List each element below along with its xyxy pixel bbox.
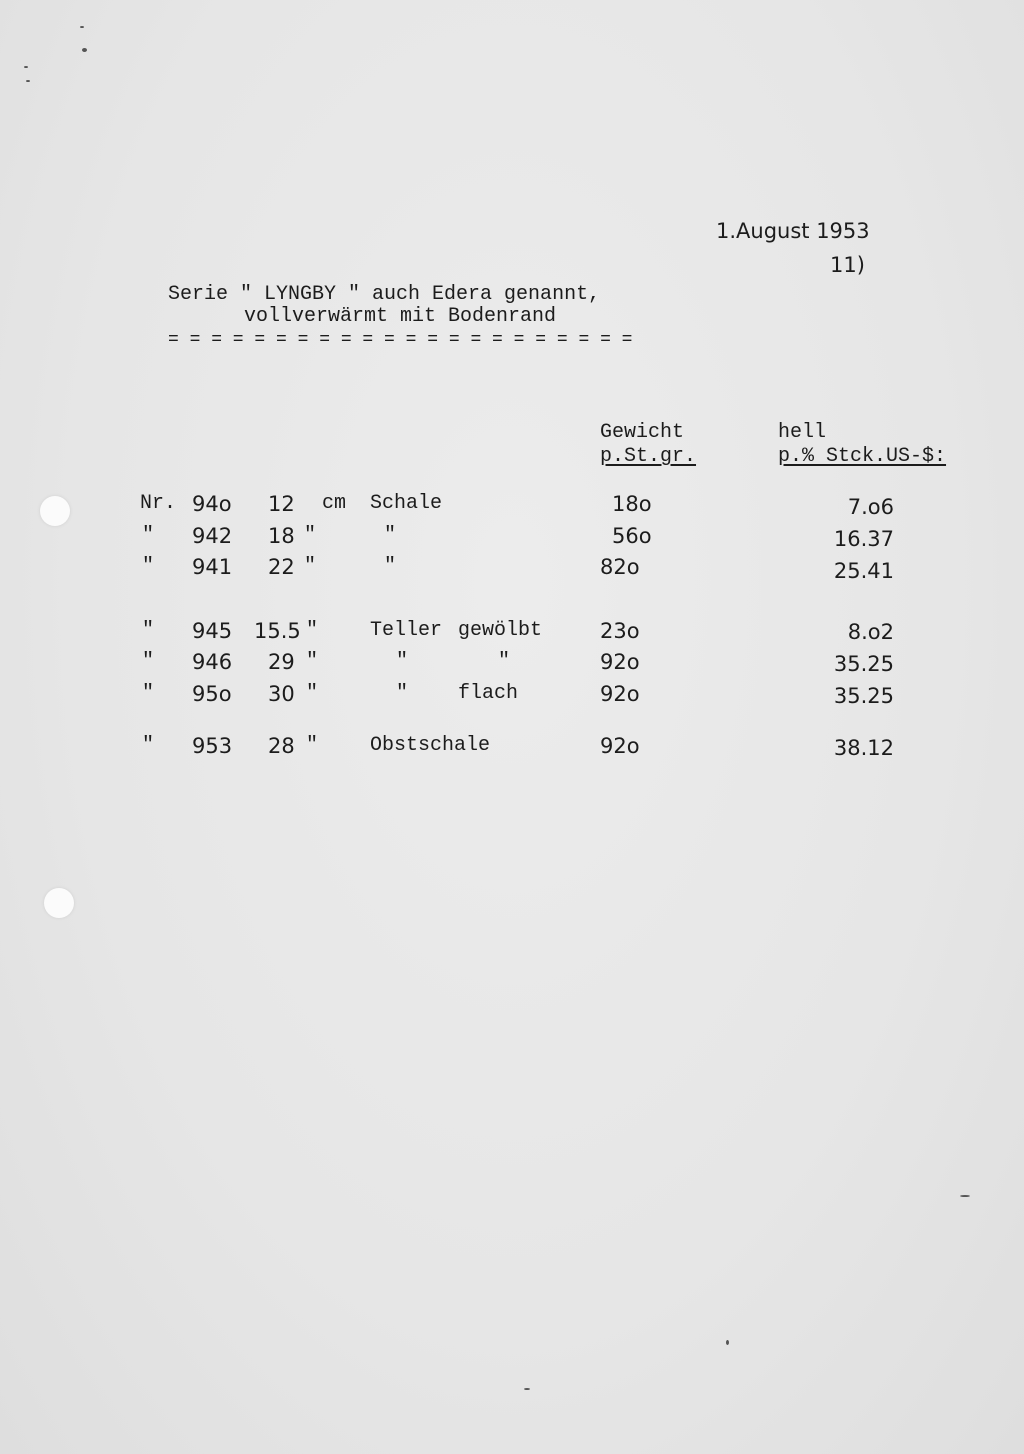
row-description: " (384, 524, 397, 547)
row-size-unit: " (306, 650, 319, 673)
row-size: 30 (268, 682, 295, 706)
row-size-unit: " (304, 524, 317, 547)
page-number: 11) (830, 253, 865, 277)
row-size-unit: " (304, 555, 317, 578)
row-size: 15.5 (254, 619, 301, 643)
row-price: 8.o2 (847, 620, 894, 644)
row-description: " (396, 650, 409, 673)
row-price: 35.25 (833, 652, 894, 676)
row-weight: 56o (612, 524, 652, 548)
row-size: 12 (268, 492, 295, 516)
row-number: 945 (192, 619, 233, 643)
speck (960, 1195, 970, 1197)
row-size: 28 (268, 734, 295, 758)
row-weight: 82o (600, 555, 640, 579)
row-weight: 18o (612, 492, 652, 516)
row-size-unit: cm (322, 492, 347, 515)
row-prefix: " (142, 619, 155, 642)
title-line-1: Serie " LYNGBY " auch Edera genannt, (168, 283, 601, 306)
row-description: " (396, 682, 409, 705)
row-size: 22 (268, 555, 295, 579)
row-prefix: Nr. (140, 492, 177, 515)
row-number: 94o (192, 492, 232, 516)
row-size: 18 (268, 524, 295, 548)
row-price: 38.12 (833, 736, 894, 760)
row-number: 946 (192, 650, 233, 674)
row-prefix: " (142, 682, 155, 705)
row-prefix: " (142, 734, 155, 757)
speck (26, 80, 30, 82)
row-number: 941 (192, 555, 233, 579)
row-description-detail: flach (458, 682, 519, 705)
row-size-unit: " (306, 734, 319, 757)
weight-unit-header: p.St.gr. (600, 445, 697, 468)
speck (80, 26, 84, 28)
price-header: hell (778, 421, 827, 444)
row-price: 7.o6 (847, 495, 894, 519)
row-weight: 92o (600, 734, 640, 758)
row-prefix: " (142, 555, 155, 578)
speck (726, 1340, 729, 1345)
row-price: 16.37 (833, 527, 894, 551)
row-prefix: " (142, 650, 155, 673)
document-date: 1.August 1953 (716, 219, 870, 243)
price-unit-header: p.% Stck.US-$: (778, 445, 947, 468)
title-line-2: vollverwärmt mit Bodenrand (244, 305, 557, 328)
row-weight: 23o (600, 619, 640, 643)
row-number: 953 (192, 734, 233, 758)
row-price: 25.41 (833, 559, 894, 583)
speck (524, 1388, 530, 1390)
title-rule: = = = = = = = = = = = = = = = = = = = = = = (168, 330, 633, 350)
row-description-detail: gewölbt (458, 619, 543, 642)
row-prefix: " (142, 524, 155, 547)
weight-header: Gewicht (600, 421, 685, 444)
row-description: " (384, 555, 397, 578)
speck (82, 48, 87, 52)
row-description: Obstschale (370, 734, 491, 757)
row-description: Schale (370, 492, 443, 515)
row-size: 29 (268, 650, 295, 674)
row-size-unit: " (306, 682, 319, 705)
row-description: Teller (370, 619, 443, 642)
row-weight: 92o (600, 682, 640, 706)
punch-hole (40, 496, 70, 526)
punch-hole (44, 888, 74, 918)
row-number: 942 (192, 524, 233, 548)
row-size-unit: " (306, 619, 319, 642)
row-weight: 92o (600, 650, 640, 674)
speck (24, 66, 28, 68)
row-number: 95o (192, 682, 232, 706)
row-description-detail: " (498, 650, 511, 673)
row-price: 35.25 (833, 684, 894, 708)
